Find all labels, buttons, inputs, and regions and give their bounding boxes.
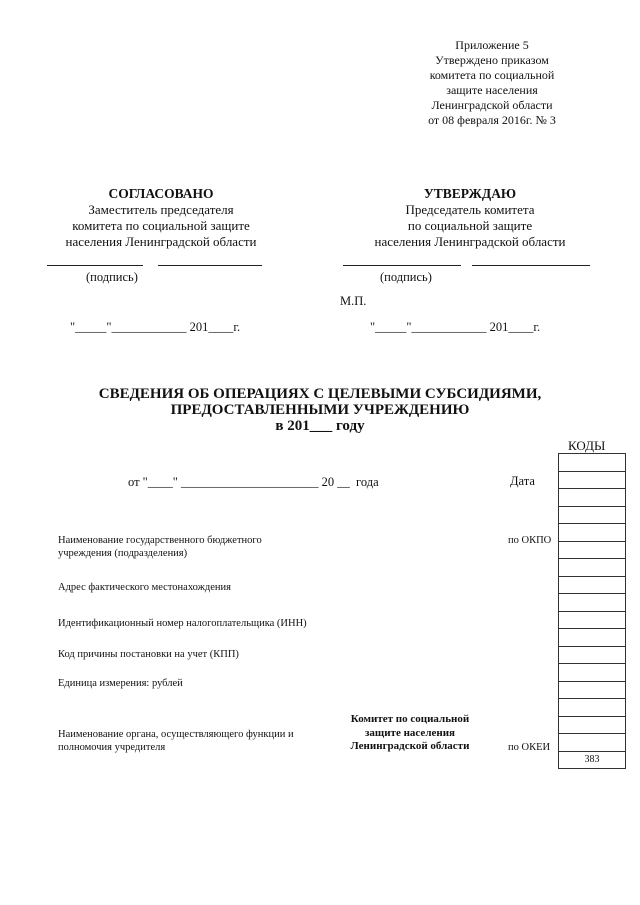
inn-label: Идентификационный номер налогоплательщика (ИНН)	[58, 618, 307, 629]
code-cell	[559, 716, 626, 734]
approve-line: населения Ленинградской области	[374, 234, 566, 249]
agreed-line: населения Ленинградской области	[65, 234, 257, 249]
agreed-block	[40, 186, 282, 250]
title-line-3: в 201___ году	[275, 418, 365, 434]
unit-label: Единица измерения: рублей	[58, 678, 183, 689]
code-cell-okpo	[559, 541, 626, 559]
appendix-line: от 08 февраля 2016г. № 3	[428, 113, 556, 127]
code-cell	[559, 454, 626, 472]
agreed-line: Заместитель председателя	[88, 202, 234, 217]
institution-label: Наименование государственного бюджетного учреждения (подразделения)	[58, 535, 262, 559]
title-line-1: СВЕДЕНИЯ ОБ ОПЕРАЦИЯХ С ЦЕЛЕВЫМИ СУБСИДИЯМИ,	[98, 386, 542, 402]
code-cell	[559, 611, 626, 629]
code-cell	[559, 734, 626, 752]
approve-date: "_____"____________ 201____г.	[370, 320, 541, 334]
code-cell	[559, 506, 626, 524]
code-cell-date	[559, 471, 626, 489]
appendix-line: Ленинградской области	[431, 98, 553, 112]
code-cell	[559, 576, 626, 594]
agreed-line: комитета по социальной защите	[72, 218, 250, 233]
code-cell	[559, 524, 626, 542]
report-date: от "____" ______________________ 20 __ года	[128, 475, 379, 489]
kpp-label: Код причины постановки на учет (КПП)	[58, 649, 239, 660]
appendix-line: защите населения	[446, 83, 538, 97]
founder-value: Комитет по социальной защите населения Ленинградской области	[350, 713, 470, 752]
form-title	[40, 386, 600, 434]
founder-label: Наименование органа, осуществляющего функции и полномочия учредителя	[58, 729, 294, 753]
seal-label: М.П.	[340, 294, 367, 308]
date-label: Дата	[510, 474, 535, 488]
approve-signature-line	[343, 265, 461, 266]
code-cell	[559, 646, 626, 664]
agreed-signature-label: (подпись)	[86, 270, 138, 284]
code-cell	[559, 681, 626, 699]
agreed-name-line	[158, 265, 262, 266]
approve-line: Председатель комитета	[405, 202, 535, 217]
code-cell	[559, 629, 626, 647]
appendix-line: комитета по социальной	[429, 68, 555, 82]
codes-table	[558, 453, 626, 769]
approve-heading: УТВЕРЖДАЮ	[423, 186, 517, 201]
code-cell	[559, 699, 626, 717]
agreed-heading: СОГЛАСОВАНО	[108, 186, 214, 201]
okei-label: по ОКЕИ	[508, 742, 551, 753]
approve-line: по социальной защите	[407, 218, 533, 233]
agreed-date: "_____"____________ 201____г.	[70, 320, 241, 334]
approve-signature-label: (подпись)	[380, 270, 432, 284]
agreed-signature-line	[47, 265, 143, 266]
appendix-note	[392, 38, 592, 128]
approve-name-line	[472, 265, 590, 266]
codes-header: КОДЫ	[568, 438, 606, 453]
title-line-2: ПРЕДОСТАВЛЕННЫМИ УЧРЕЖДЕНИЮ	[170, 402, 470, 418]
code-cell	[559, 664, 626, 682]
okei-code: 383	[559, 751, 626, 769]
code-cell	[559, 559, 626, 577]
code-cell	[559, 489, 626, 507]
code-cell	[559, 594, 626, 612]
okpo-label: по ОКПО	[508, 535, 552, 546]
appendix-line: Приложение 5	[455, 38, 529, 52]
approve-block	[350, 186, 590, 250]
appendix-line: Утверждено приказом	[435, 53, 549, 67]
address-label: Адрес фактического местонахождения	[58, 582, 231, 593]
